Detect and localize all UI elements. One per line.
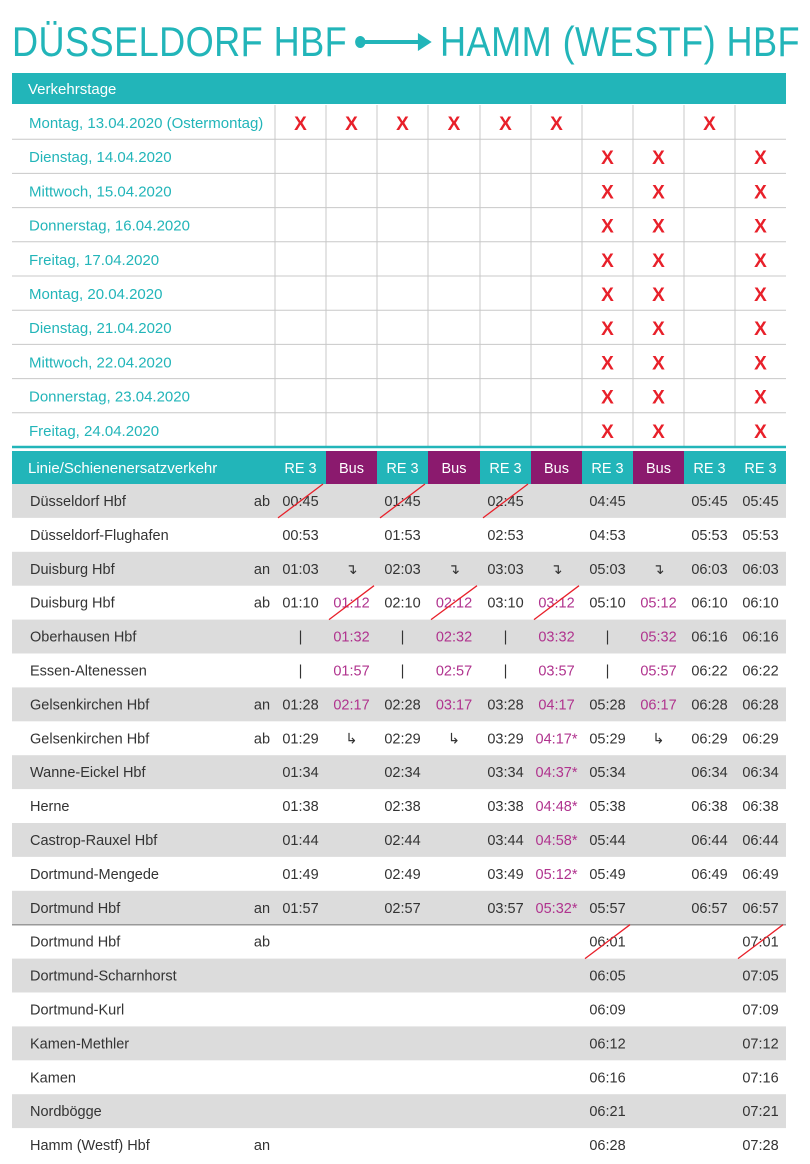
departure-time: 05:28 bbox=[589, 697, 626, 714]
departure-time: 03:57 bbox=[487, 900, 524, 917]
day-label: Mittwoch, 22.04.2020 bbox=[29, 354, 172, 372]
departure-time: 03:34 bbox=[487, 765, 524, 782]
day-mark: X bbox=[601, 421, 614, 443]
station-name: Gelsenkirchen Hbf bbox=[30, 731, 150, 748]
departure-time: | bbox=[400, 629, 405, 646]
departure-time: 03:10 bbox=[487, 595, 524, 612]
station-name: Duisburg Hbf bbox=[30, 595, 115, 612]
departure-time: 01:44 bbox=[282, 833, 319, 849]
days-header-bar bbox=[12, 73, 786, 104]
train-column-header: RE 3 bbox=[591, 461, 624, 477]
day-mark: X bbox=[652, 319, 665, 341]
departure-time: 06:05 bbox=[589, 968, 626, 985]
departure-time: 05:29 bbox=[589, 731, 626, 748]
station-name: Oberhausen Hbf bbox=[30, 629, 137, 646]
day-mark: X bbox=[601, 387, 614, 409]
departure-time: 04:17* bbox=[535, 731, 578, 748]
departure-time: 01:29 bbox=[282, 731, 319, 748]
departure-time: 06:34 bbox=[691, 765, 728, 782]
departure-time: 02:57 bbox=[384, 900, 421, 917]
day-mark: X bbox=[754, 387, 767, 409]
day-mark: X bbox=[652, 353, 665, 375]
day-label: Freitag, 17.04.2020 bbox=[29, 251, 160, 269]
departure-time: 06:28 bbox=[589, 1138, 626, 1155]
departure-time: 06:03 bbox=[691, 561, 728, 578]
arrival-departure-marker: ab bbox=[253, 494, 271, 510]
departure-time: 06:34 bbox=[742, 765, 779, 782]
departure-time: 02:32 bbox=[435, 629, 473, 646]
departure-time: 05:53 bbox=[742, 527, 779, 544]
departure-time: 06:28 bbox=[691, 697, 728, 714]
day-mark: X bbox=[754, 319, 767, 341]
departure-time: ↳ bbox=[652, 731, 665, 748]
departure-time: 06:38 bbox=[691, 799, 728, 816]
departure-time: 04:53 bbox=[589, 527, 626, 544]
departure-time: 03:44 bbox=[487, 833, 524, 849]
departure-time: 03:03 bbox=[487, 561, 524, 578]
departure-time: 05:57 bbox=[589, 900, 626, 917]
day-mark: X bbox=[447, 114, 461, 135]
departure-time: 01:38 bbox=[282, 799, 319, 816]
departure-time: 05:49 bbox=[589, 866, 626, 883]
departure-time: 06:10 bbox=[742, 595, 779, 612]
day-mark: X bbox=[754, 216, 767, 238]
departure-time: 04:45 bbox=[589, 494, 626, 510]
day-mark: X bbox=[601, 148, 614, 170]
station-name: Dortmund Hbf bbox=[30, 934, 121, 951]
departure-time: | bbox=[298, 629, 303, 646]
departure-time: 06:57 bbox=[742, 900, 779, 917]
bus-column-header: Bus bbox=[441, 461, 467, 477]
departure-time: | bbox=[503, 663, 508, 680]
departure-time: 05:53 bbox=[691, 527, 728, 544]
departure-time: 02:10 bbox=[384, 595, 421, 612]
departure-time: 02:28 bbox=[384, 697, 421, 714]
departure-time: 01:03 bbox=[282, 561, 319, 578]
station-name: Dortmund-Mengede bbox=[30, 866, 159, 883]
departure-time: 06:57 bbox=[691, 900, 728, 917]
bus-column-header: Bus bbox=[544, 461, 569, 477]
departure-time: 05:10 bbox=[589, 595, 626, 612]
departure-time: 06:22 bbox=[742, 663, 779, 680]
day-label: Montag, 13.04.2020 (Ostermontag) bbox=[29, 115, 264, 132]
departure-time: | bbox=[298, 663, 303, 680]
departure-time: 01:12 bbox=[333, 595, 370, 612]
day-label: Donnerstag, 23.04.2020 bbox=[29, 388, 190, 406]
departure-time: 04:58* bbox=[535, 833, 578, 849]
departure-time: 01:53 bbox=[384, 527, 421, 544]
station-name: Dortmund-Kurl bbox=[30, 1002, 125, 1019]
departure-time: 07:12 bbox=[742, 1036, 779, 1053]
departure-time: 03:49 bbox=[487, 866, 524, 883]
day-mark: X bbox=[652, 216, 665, 238]
station-row-shade bbox=[12, 1094, 786, 1128]
departure-time: 05:44 bbox=[589, 833, 626, 849]
departure-time: 07:09 bbox=[742, 1002, 779, 1019]
departure-time: 01:10 bbox=[282, 595, 319, 612]
departure-time: 05:32 bbox=[640, 629, 677, 646]
departure-time: 03:12 bbox=[538, 595, 575, 612]
departure-time: 06:49 bbox=[742, 866, 779, 883]
station-name: Düsseldorf Hbf bbox=[30, 494, 126, 510]
day-mark: X bbox=[601, 285, 614, 306]
departure-time: 06:17 bbox=[640, 697, 677, 714]
departure-time: 01:45 bbox=[384, 494, 421, 510]
arrival-departure-marker: an bbox=[253, 561, 271, 578]
arrival-departure-marker: an bbox=[253, 1138, 271, 1155]
departure-time: | bbox=[605, 663, 610, 680]
departure-time: | bbox=[605, 629, 610, 646]
departure-time: 05:12* bbox=[535, 866, 578, 883]
station-name: Herne bbox=[30, 799, 70, 816]
departure-time: 06:49 bbox=[691, 866, 728, 883]
departure-time: 02:45 bbox=[487, 494, 524, 510]
departure-time: 02:49 bbox=[384, 866, 421, 883]
departure-time: 06:12 bbox=[589, 1036, 626, 1053]
station-name: Duisburg Hbf bbox=[30, 561, 115, 578]
departure-time: 06:10 bbox=[691, 595, 728, 612]
train-column-header: RE 3 bbox=[284, 461, 317, 477]
day-mark: X bbox=[499, 114, 512, 135]
departure-time: 02:34 bbox=[384, 765, 421, 782]
departure-time: 05:12 bbox=[640, 595, 677, 612]
departure-time: 01:32 bbox=[333, 629, 370, 646]
departure-time: 06:01 bbox=[589, 934, 626, 951]
day-mark: X bbox=[652, 182, 665, 204]
day-label: Freitag, 24.04.2020 bbox=[29, 422, 160, 440]
departure-time: 02:12 bbox=[435, 595, 473, 612]
departure-time: 04:48* bbox=[535, 799, 578, 816]
departure-time: ↴ bbox=[652, 561, 665, 578]
station-name: Dortmund Hbf bbox=[30, 900, 121, 917]
station-name: Düsseldorf-Flughafen bbox=[30, 527, 169, 544]
departure-time: 06:44 bbox=[742, 833, 779, 849]
day-mark: X bbox=[652, 148, 665, 170]
departure-time: 05:38 bbox=[589, 799, 626, 816]
departure-time: ↳ bbox=[447, 731, 461, 748]
departure-time: 06:16 bbox=[742, 629, 779, 646]
day-mark: X bbox=[601, 319, 614, 341]
day-mark: X bbox=[601, 250, 614, 272]
departure-time: 06:28 bbox=[742, 697, 779, 714]
station-name: Hamm (Westf) Hbf bbox=[30, 1138, 150, 1155]
departure-time: 05:32* bbox=[535, 900, 578, 917]
departure-time: 06:03 bbox=[742, 561, 779, 578]
day-mark: X bbox=[652, 285, 665, 306]
departure-time: 05:03 bbox=[589, 561, 626, 578]
departure-time: 07:01 bbox=[742, 934, 779, 951]
station-name: Castrop-Rauxel Hbf bbox=[30, 833, 158, 849]
day-mark: X bbox=[601, 353, 614, 375]
day-label: Dienstag, 21.04.2020 bbox=[29, 320, 172, 338]
departure-time: 06:22 bbox=[691, 663, 728, 680]
departure-time: 03:32 bbox=[538, 629, 575, 646]
departure-time: 05:34 bbox=[589, 765, 626, 782]
day-mark: X bbox=[754, 421, 767, 443]
day-mark: X bbox=[754, 353, 767, 375]
day-mark: X bbox=[754, 148, 767, 170]
station-name: Gelsenkirchen Hbf bbox=[30, 697, 150, 714]
departure-time: | bbox=[503, 629, 508, 646]
days-header-label: Verkehrstage bbox=[28, 81, 117, 98]
departure-time: 02:44 bbox=[384, 833, 421, 849]
departure-time: 00:53 bbox=[282, 527, 319, 544]
day-label: Donnerstag, 16.04.2020 bbox=[29, 217, 190, 235]
departure-time: 05:57 bbox=[640, 663, 677, 680]
departure-time: 07:16 bbox=[742, 1070, 779, 1087]
departure-time: 06:21 bbox=[589, 1104, 626, 1121]
departure-time: 04:37* bbox=[535, 765, 578, 782]
station-name: Dortmund-Scharnhorst bbox=[30, 968, 177, 985]
day-mark: X bbox=[601, 216, 614, 238]
departure-time: 03:17 bbox=[435, 697, 473, 714]
departure-time: 07:28 bbox=[742, 1138, 779, 1155]
departure-time: 03:57 bbox=[538, 663, 575, 680]
departure-time: 02:57 bbox=[435, 663, 473, 680]
departure-time: 06:29 bbox=[691, 731, 728, 748]
station-name: Wanne-Eickel Hbf bbox=[30, 765, 146, 782]
day-label: Mittwoch, 15.04.2020 bbox=[29, 183, 172, 201]
departure-time: 02:17 bbox=[333, 697, 370, 714]
day-mark: X bbox=[550, 114, 563, 135]
day-mark: X bbox=[652, 250, 665, 272]
departure-time: 01:57 bbox=[282, 900, 319, 917]
station-name: Nordbögge bbox=[30, 1104, 102, 1121]
departure-time: 03:38 bbox=[487, 799, 524, 816]
departure-time: ↴ bbox=[447, 561, 461, 578]
route-destination: HAMM (WESTF) HBF bbox=[440, 18, 801, 65]
day-label: Dienstag, 14.04.2020 bbox=[29, 149, 172, 167]
bus-column-header: Bus bbox=[339, 461, 364, 477]
day-mark: X bbox=[754, 250, 767, 272]
departure-time: 05:45 bbox=[742, 494, 779, 510]
departure-time: 02:29 bbox=[384, 731, 421, 748]
day-mark: X bbox=[396, 114, 409, 135]
departure-time: 06:16 bbox=[589, 1070, 626, 1087]
departure-time: 00:45 bbox=[282, 494, 319, 510]
day-mark: X bbox=[652, 421, 665, 443]
departure-time: 04:17 bbox=[538, 697, 575, 714]
departure-time: 07:21 bbox=[742, 1104, 779, 1121]
departure-time: 05:45 bbox=[691, 494, 728, 510]
arrival-departure-marker: an bbox=[253, 697, 271, 714]
departure-time: ↴ bbox=[345, 561, 358, 578]
train-column-header: RE 3 bbox=[693, 461, 726, 477]
day-mark: X bbox=[652, 387, 665, 409]
day-mark: X bbox=[294, 114, 307, 135]
departure-time: ↴ bbox=[550, 561, 563, 578]
bus-column-header: Bus bbox=[646, 461, 671, 477]
departure-time: 06:29 bbox=[742, 731, 779, 748]
arrival-departure-marker: ab bbox=[253, 595, 271, 612]
station-name: Kamen-Methler bbox=[30, 1036, 130, 1053]
day-mark: X bbox=[754, 182, 767, 204]
departure-time: 07:05 bbox=[742, 968, 779, 985]
station-name: Essen-Altenessen bbox=[30, 663, 147, 680]
departure-time: ↳ bbox=[345, 731, 358, 748]
day-mark: X bbox=[754, 285, 767, 306]
arrival-departure-marker: ab bbox=[253, 934, 271, 951]
departure-time: 06:38 bbox=[742, 799, 779, 816]
departure-time: 01:57 bbox=[333, 663, 370, 680]
departure-time: 01:28 bbox=[282, 697, 319, 714]
departure-time: 01:34 bbox=[282, 765, 319, 782]
departure-time: 03:29 bbox=[487, 731, 524, 748]
departure-time: 02:38 bbox=[384, 799, 421, 816]
departure-time: 06:09 bbox=[589, 1002, 626, 1019]
lines-header-label: Linie/Schienenersatzverkehr bbox=[28, 460, 218, 477]
departure-time: 06:44 bbox=[691, 833, 728, 849]
departure-time: | bbox=[400, 663, 405, 680]
departure-time: 02:03 bbox=[384, 561, 421, 578]
train-column-header: RE 3 bbox=[386, 461, 419, 477]
train-column-header: RE 3 bbox=[489, 461, 522, 477]
departure-time: 02:53 bbox=[487, 527, 524, 544]
departure-time: 03:28 bbox=[487, 697, 524, 714]
route-origin: DÜSSELDORF HBF bbox=[12, 18, 348, 65]
train-column-header: RE 3 bbox=[744, 461, 777, 477]
day-mark: X bbox=[601, 182, 614, 204]
departure-time: 01:49 bbox=[282, 866, 319, 883]
arrival-departure-marker: ab bbox=[253, 731, 271, 748]
arrival-departure-marker: an bbox=[253, 900, 271, 917]
day-mark: X bbox=[703, 114, 716, 135]
station-name: Kamen bbox=[30, 1070, 76, 1087]
departure-time: 06:16 bbox=[691, 629, 728, 646]
day-label: Montag, 20.04.2020 bbox=[29, 286, 163, 303]
day-mark: X bbox=[345, 114, 358, 135]
